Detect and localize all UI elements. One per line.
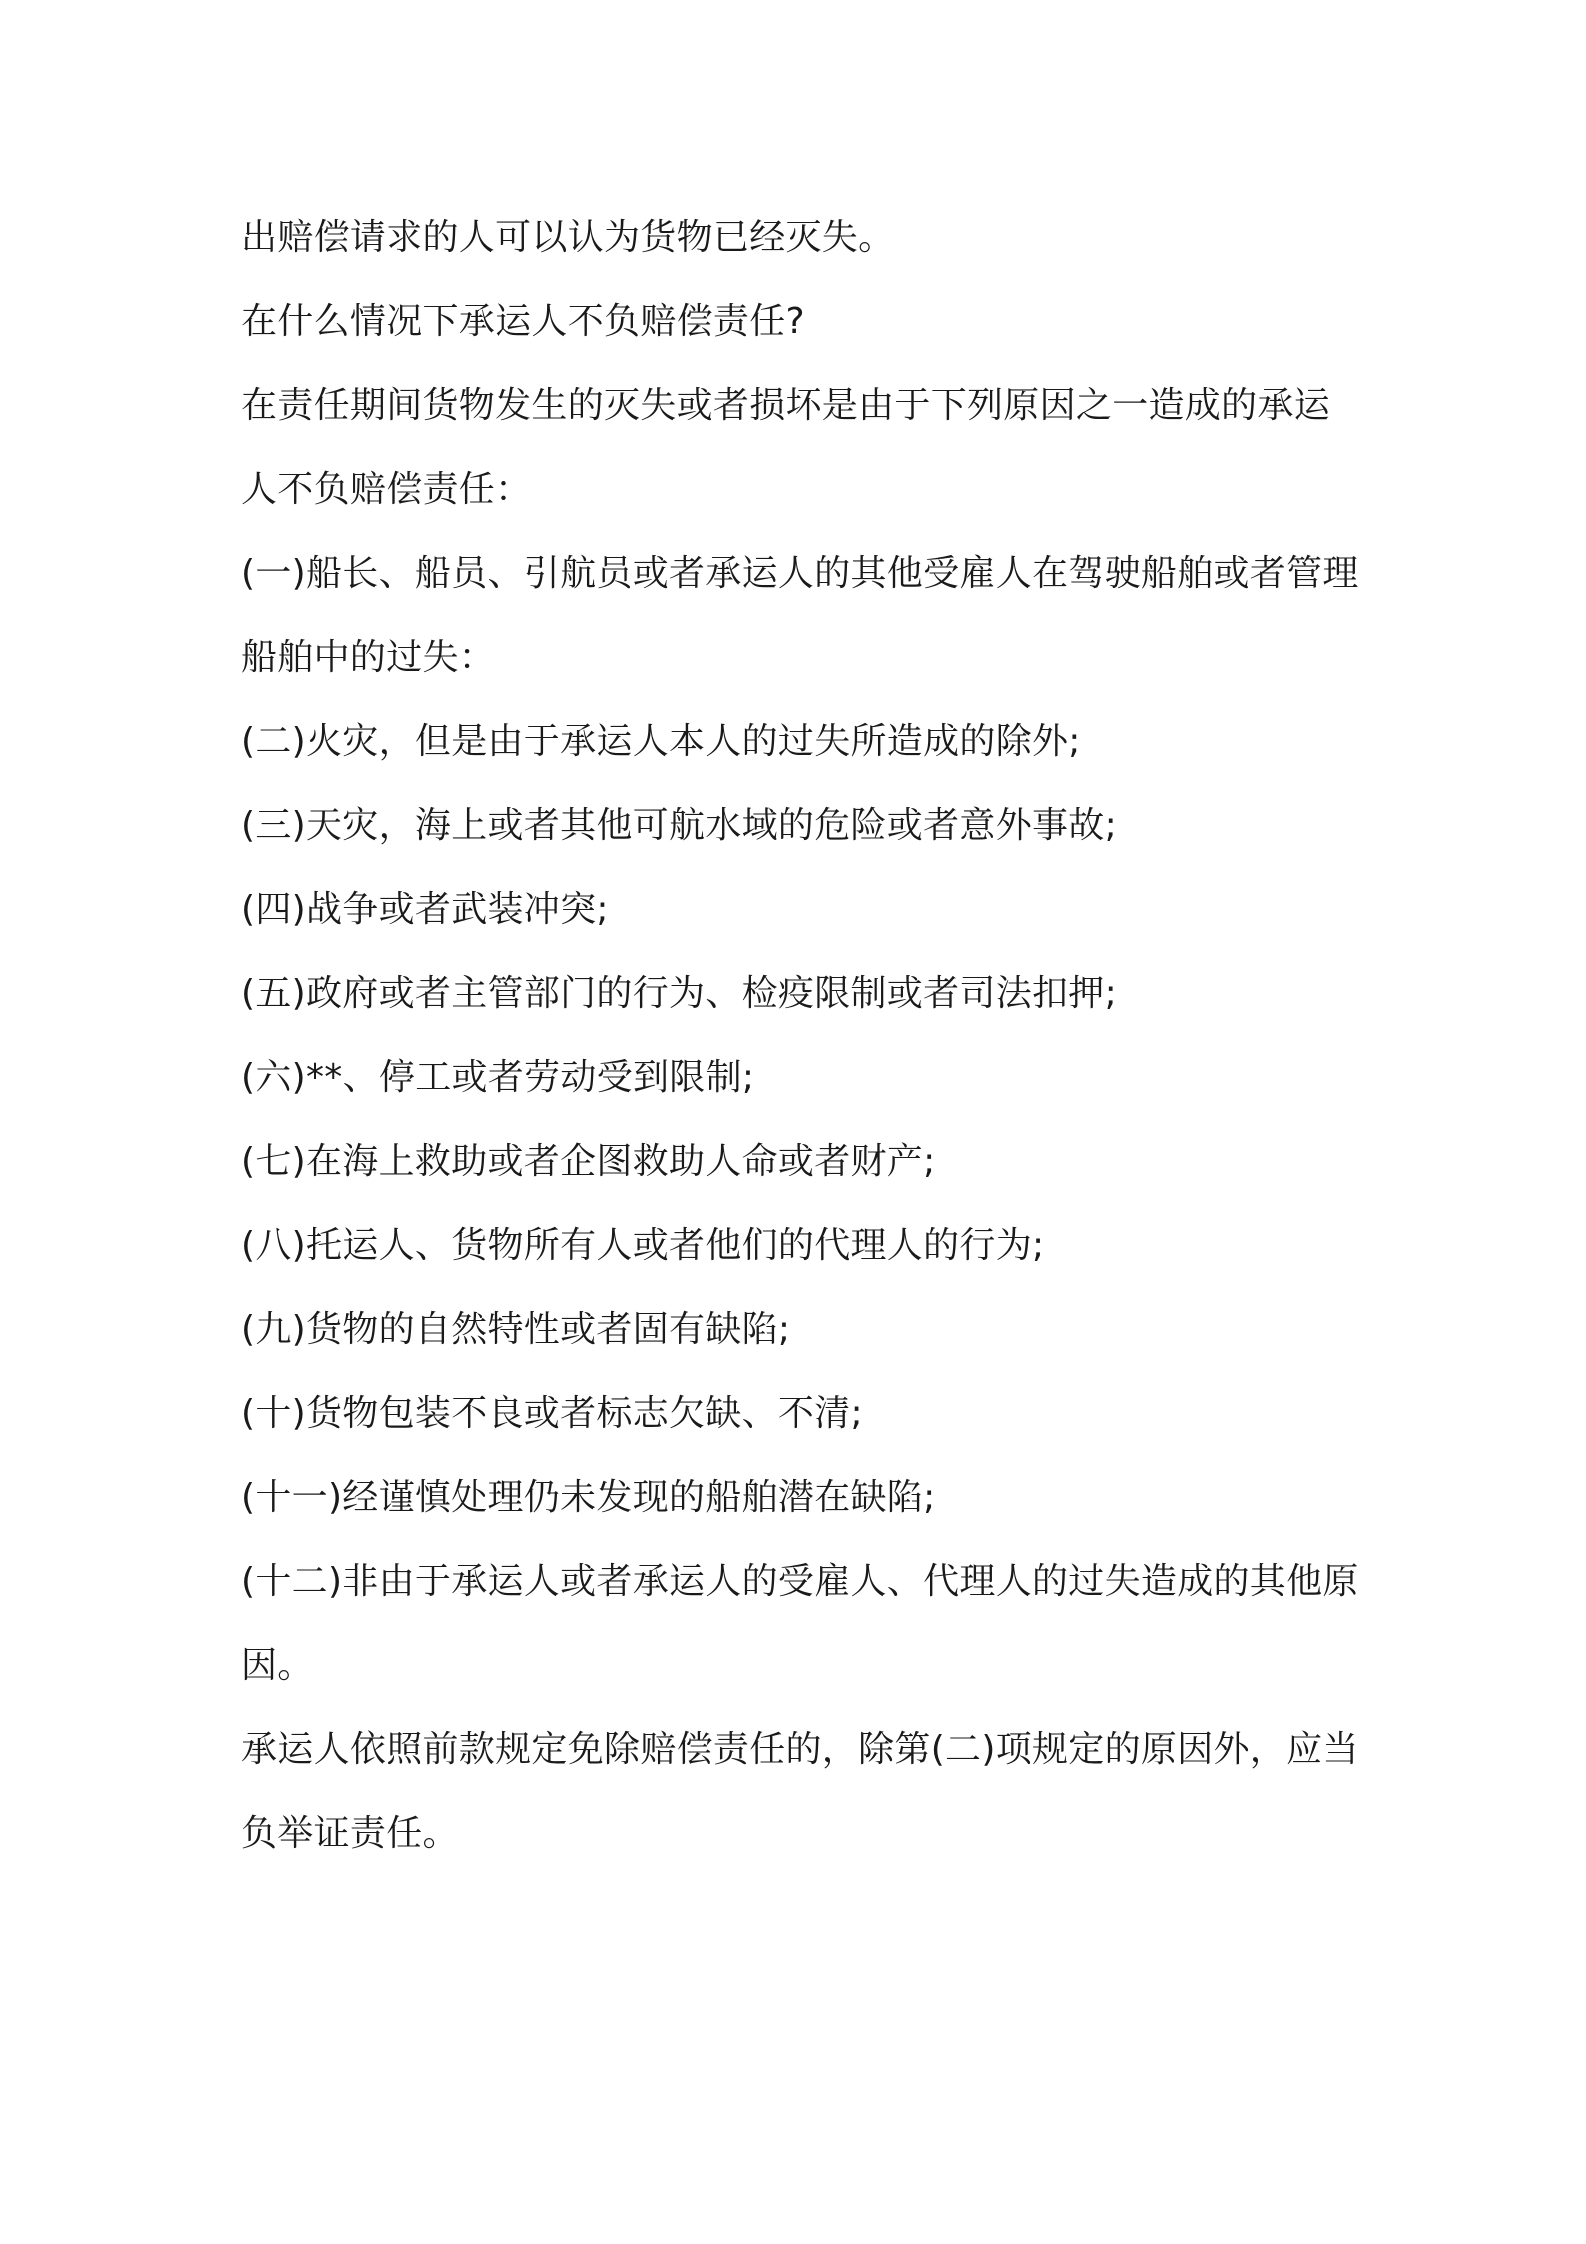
paragraph-intro: 在责任期间货物发生的灭失或者损坏是由于下列原因之一造成的承运人不负赔偿责任： [241, 385, 1331, 510]
list-item-10: (十)货物包装不良或者标志欠缺、不清; [241, 1393, 863, 1434]
list-item-6: (六)**、停工或者劳动受到限制; [241, 1057, 755, 1098]
document-body [241, 196, 1361, 1876]
list-item-7: (七)在海上救助或者企图救助人命或者财产; [241, 1141, 936, 1182]
list-item-12: (十二)非由于承运人或者承运人的受雇人、代理人的过失造成的其他原因。 [241, 1561, 1359, 1686]
paragraph-continuation: 出赔偿请求的人可以认为货物已经灭失。 [241, 217, 895, 258]
list-item-2: (二)火灾，但是由于承运人本人的过失所造成的除外; [241, 721, 1081, 762]
list-item-8: (八)托运人、货物所有人或者他们的代理人的行为; [241, 1225, 1045, 1266]
list-item-9: (九)货物的自然特性或者固有缺陷; [241, 1309, 791, 1350]
list-item-3: (三)天灾，海上或者其他可航水域的危险或者意外事故; [241, 805, 1118, 846]
paragraph-burden-of-proof: 承运人依照前款规定免除赔偿责任的，除第(二)项规定的原因外，应当负举证责任。 [241, 1729, 1359, 1854]
list-item-5: (五)政府或者主管部门的行为、检疫限制或者司法扣押; [241, 973, 1118, 1014]
list-item-1: (一)船长、船员、引航员或者承运人的其他受雇人在驾驶船舶或者管理船舶中的过失： [241, 553, 1359, 678]
paragraph-question: 在什么情况下承运人不负赔偿责任? [241, 301, 805, 342]
list-item-4: (四)战争或者武装冲突; [241, 889, 609, 930]
list-item-11: (十一)经谨慎处理仍未发现的船舶潜在缺陷; [241, 1477, 936, 1518]
